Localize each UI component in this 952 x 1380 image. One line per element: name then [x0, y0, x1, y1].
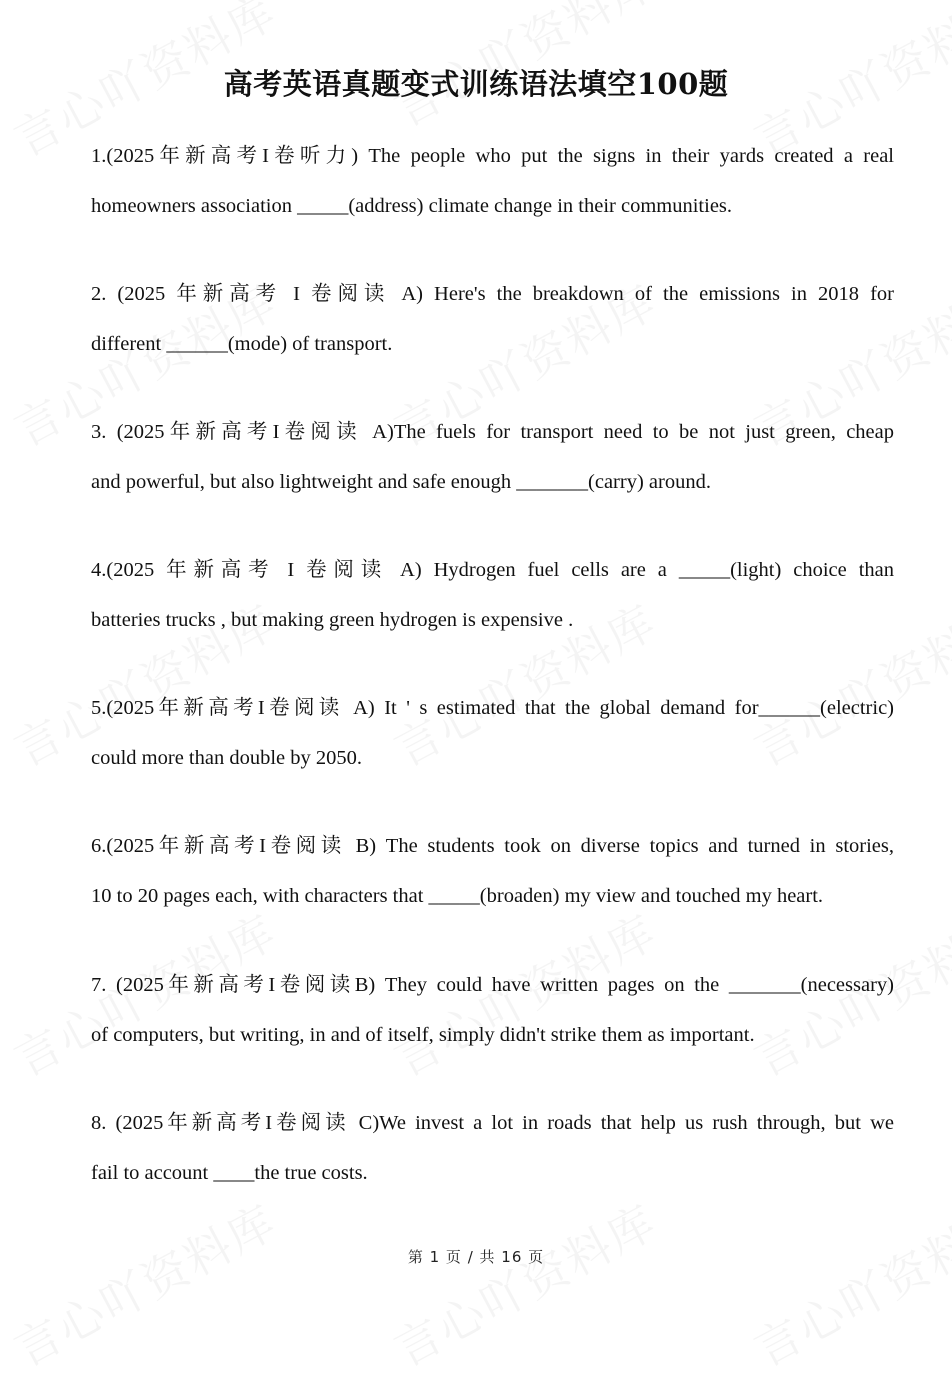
document-title: 高考英语真题变式训练语法填空100题 [223, 67, 729, 101]
question-item [91, 407, 894, 507]
page-footer: 第 1 页 / 共 16 页 [407, 1248, 545, 1266]
question-text-line: 10 to 20 pages each, with characters that _____(broaden) my view and touched my heart. [91, 885, 824, 907]
question-text-line: 5.(2025年新高考I卷阅读 A) It ' s estimated that the global demand for______(electric) [91, 697, 894, 719]
question-item [91, 545, 894, 645]
question-text-line: could more than double by 2050. [91, 747, 363, 769]
question-text-line: 4.(2025 年新高考 I 卷阅读 A) Hydrogen fuel cells are a _____(light) choice than [91, 559, 894, 581]
question-text-line: 3. (2025年新高考I卷阅读 A)The fuels for transport need to be not just green, cheap [91, 421, 894, 443]
watermark-text [1, 1186, 286, 1379]
watermark-text [381, 1186, 666, 1379]
question-item [91, 683, 894, 783]
question-text-line: and powerful, but also lightweight and safe enough _______(carry) around. [91, 471, 711, 493]
question-item [91, 269, 894, 369]
question-item [91, 131, 894, 231]
question-text-line: batteries trucks , but making green hydrogen is expensive . [91, 609, 574, 631]
watermark-text [741, 1186, 952, 1379]
question-text-line: of computers, but writing, in and of itself, simply didn't strike them as important. [91, 1024, 755, 1046]
question-text-line: 6.(2025年新高考I卷阅读 B) The students took on diverse topics and turned in stories, [91, 835, 894, 857]
question-item [91, 1098, 894, 1198]
question-text-line: 7. (2025年新高考I卷阅读B) They could have written pages on the _______(necessary) [91, 974, 894, 996]
question-text-line: different ______(mode) of transport. [91, 333, 393, 355]
question-item [91, 821, 894, 921]
question-text-line: 2. (2025 年新高考 I 卷阅读 A) Here's the breakdown of the emissions in 2018 for [91, 283, 894, 305]
question-text-line: 8. (2025年新高考I卷阅读 C)We invest a lot in roads that help us rush through, but we [91, 1112, 894, 1134]
question-text-line: homeowners association _____(address) climate change in their communities. [91, 195, 733, 217]
question-text-line: fail to account ____the true costs. [91, 1162, 368, 1184]
question-text-line: 1.(2025年新高考I卷听力) The people who put the signs in their yards created a real [91, 145, 894, 167]
question-item [91, 960, 894, 1060]
